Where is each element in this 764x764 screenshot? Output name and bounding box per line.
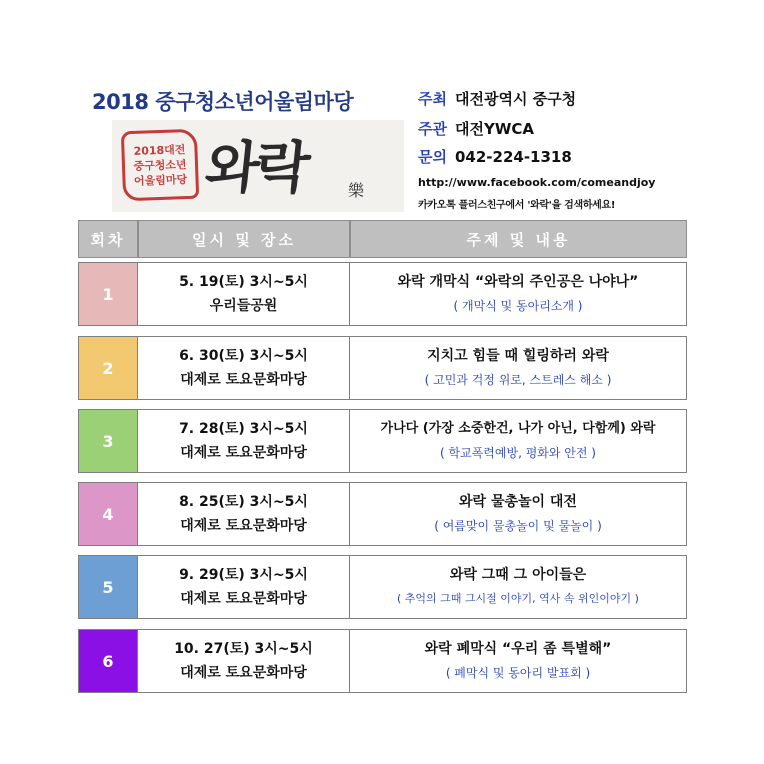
place-text: 대제로 토요문화마당 (180, 445, 307, 461)
round-number: 4 (78, 482, 138, 546)
info-organizer-label: 주관 (418, 120, 447, 138)
place-text: 대제로 토요문화마당 (180, 372, 307, 388)
date-place-cell (138, 262, 350, 326)
calligraphy-hanja: 樂 (348, 181, 365, 200)
header-datetime-place: 일시 및 장소 (138, 220, 350, 258)
round-number: 2 (78, 336, 138, 400)
theme-title: 와락 물총놀이 대전 (459, 494, 577, 510)
theme-subtitle: ( 고민과 걱정 위로, 스트레스 해소 ) (424, 373, 612, 387)
info-contact-label: 문의 (418, 148, 447, 166)
date-place-cell (138, 336, 350, 400)
date-place-cell (138, 555, 350, 619)
event-logo (112, 120, 404, 212)
info-host (418, 88, 576, 109)
place-text: 대제로 토요문화마당 (180, 518, 307, 534)
table-row (78, 262, 687, 326)
theme-cell (350, 336, 687, 400)
date-place-cell (138, 482, 350, 546)
info-contact (418, 146, 572, 167)
date-text: 8. 25(토) 3시~5시 (179, 494, 308, 510)
theme-title: 가나다 (가장 소중한건, 나가 아닌, 다함께) 와락 (380, 421, 656, 436)
date-text: 10. 27(토) 3시~5시 (174, 641, 313, 657)
info-host-value: 대전광역시 중구청 (454, 90, 577, 108)
place-text: 대제로 토요문화마당 (180, 591, 307, 607)
theme-title: 와락 개막식 “와락의 주인공은 나야나” (397, 274, 639, 290)
seal-line: 어울림마당 (133, 172, 188, 188)
theme-subtitle: ( 추억의 그때 그시절 이야기, 역사 속 위인이야기 ) (397, 592, 639, 605)
seal-stamp (121, 129, 199, 202)
table-row (78, 336, 687, 400)
table-row (78, 629, 687, 693)
date-text: 9. 29(토) 3시~5시 (179, 567, 308, 583)
round-number: 1 (78, 262, 138, 326)
place-text: 우리들공원 (209, 298, 278, 314)
date-place-cell (138, 629, 350, 693)
header-round: 회차 (78, 220, 138, 258)
theme-cell (350, 409, 687, 473)
date-place-cell (138, 409, 350, 473)
round-number: 3 (78, 409, 138, 473)
place-text: 대제로 토요문화마당 (180, 665, 307, 681)
kakao-notice: 카카오톡 플러스친구에서 '와락'을 검색하세요! (418, 200, 616, 211)
theme-cell (350, 262, 687, 326)
facebook-link[interactable]: http://www.facebook.com/comeandjoy (418, 176, 656, 189)
date-text: 6. 30(토) 3시~5시 (179, 348, 308, 364)
theme-cell (350, 629, 687, 693)
date-text: 5. 19(토) 3시~5시 (179, 274, 308, 290)
info-organizer-value: 대전YWCA (454, 120, 534, 138)
theme-cell (350, 555, 687, 619)
event-title: 2018 중구청소년어울림마당 (92, 90, 354, 114)
header-theme-content: 주제 및 내용 (350, 220, 687, 258)
theme-title: 와락 폐막식 “우리 좀 특별해” (424, 641, 612, 657)
info-organizer (418, 118, 534, 139)
theme-title: 지치고 힘들 때 힐링하러 와락 (427, 348, 609, 364)
seal-line: 중구청소년 (133, 157, 187, 173)
theme-subtitle: ( 학교폭력예방, 평화와 안전 ) (440, 446, 596, 460)
table-row (78, 555, 687, 619)
theme-cell (350, 482, 687, 546)
theme-subtitle: ( 여름맞이 물총놀이 및 물놀이 ) (434, 519, 602, 533)
theme-title: 와락 그때 그 아이들은 (449, 567, 587, 583)
info-contact-value: 042-224-1318 (454, 148, 572, 166)
round-number: 5 (78, 555, 138, 619)
seal-line: 2018대전 (133, 142, 186, 158)
theme-subtitle: ( 폐막식 및 동아리 발표회 ) (445, 666, 591, 680)
calligraphy-logo: 와락 (202, 135, 310, 201)
date-text: 7. 28(토) 3시~5시 (179, 421, 308, 437)
theme-subtitle: ( 개막식 및 동아리소개 ) (453, 299, 583, 313)
info-host-label: 주최 (418, 90, 447, 108)
table-row (78, 409, 687, 473)
table-row (78, 482, 687, 546)
round-number: 6 (78, 629, 138, 693)
